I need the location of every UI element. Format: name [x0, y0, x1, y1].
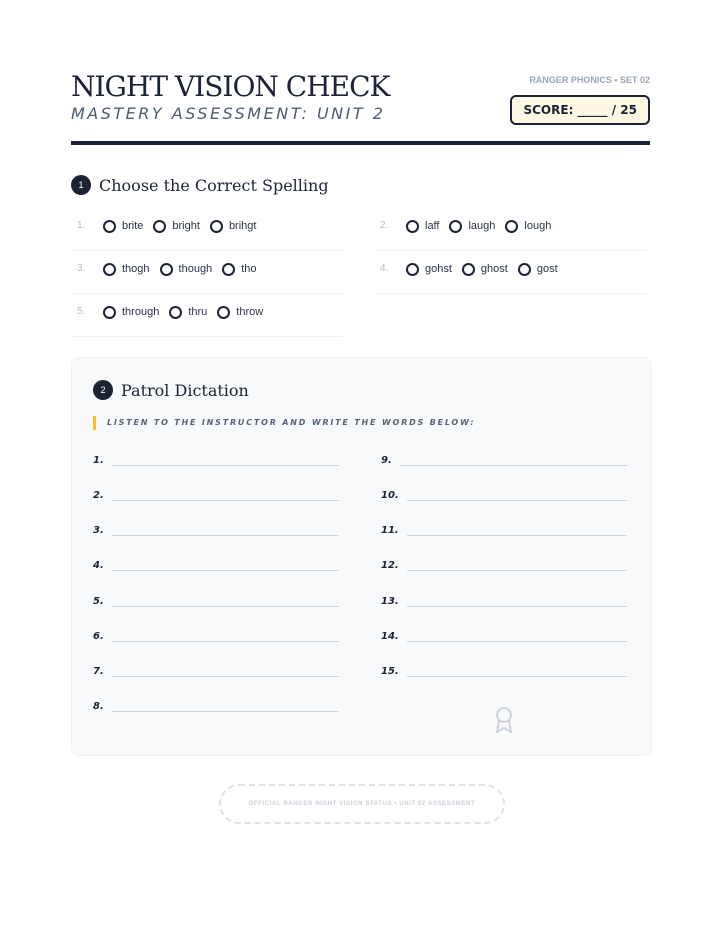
- option-label: thogh: [122, 263, 150, 275]
- dictation-line-14[interactable]: [381, 631, 627, 642]
- section-2-title: Patrol Dictation: [121, 380, 249, 400]
- dictation-line-4[interactable]: [93, 560, 339, 571]
- dictation-line-11[interactable]: [381, 525, 627, 536]
- dictation-line-15[interactable]: [381, 666, 627, 677]
- option-radio[interactable]: [406, 218, 439, 234]
- radio-circle-icon: [210, 220, 223, 233]
- write-line[interactable]: [112, 641, 339, 642]
- radio-circle-icon: [462, 263, 475, 276]
- section-2-header: [93, 380, 249, 400]
- dictation-line-5[interactable]: [93, 596, 339, 607]
- option-label: laff: [425, 220, 440, 232]
- dictation-line-10[interactable]: [381, 490, 627, 501]
- series-label: RANGER PHONICS • SET 02: [529, 75, 650, 85]
- radio-circle-icon: [103, 263, 116, 276]
- footer-stamp: OFFICIAL RANGER NIGHT VISION STATUS • UNIT 02 ASSESSMENT: [219, 784, 505, 824]
- option-label: gost: [536, 263, 558, 275]
- section-1-title: Choose the Correct Spelling: [99, 175, 329, 195]
- option-radio[interactable]: [217, 304, 263, 320]
- question-number: 3.: [77, 263, 86, 274]
- dictation-line-13[interactable]: [381, 596, 627, 607]
- option-radio[interactable]: [449, 218, 495, 234]
- question-number: 5.: [77, 306, 86, 317]
- radio-circle-icon: [103, 220, 116, 233]
- page-subtitle: MASTERY ASSESSMENT: UNIT 2: [71, 104, 386, 123]
- line-number: 8.: [93, 701, 104, 712]
- option-label: though: [178, 263, 213, 275]
- radio-circle-icon: [449, 220, 462, 233]
- option-radio[interactable]: [518, 261, 558, 277]
- option-label: through: [122, 306, 160, 318]
- radio-circle-icon: [406, 220, 419, 233]
- option-radio[interactable]: [406, 261, 452, 277]
- option-label: lough: [524, 220, 552, 232]
- write-line[interactable]: [112, 500, 339, 501]
- write-line[interactable]: [112, 465, 339, 466]
- option-label: brite: [122, 220, 144, 232]
- line-number: 4.: [93, 560, 104, 571]
- option-label: bright: [172, 220, 200, 232]
- dictation-line-3[interactable]: [93, 525, 339, 536]
- radio-circle-icon: [103, 306, 116, 319]
- dictation-line-6[interactable]: [93, 631, 339, 642]
- option-radio[interactable]: [103, 304, 159, 320]
- question-2: [374, 218, 646, 251]
- line-number: 10.: [381, 490, 399, 501]
- dictation-line-12[interactable]: [381, 560, 627, 571]
- option-label: brihgt: [228, 220, 257, 232]
- option-radio[interactable]: [103, 218, 143, 234]
- radio-circle-icon: [169, 306, 182, 319]
- line-number: 9.: [381, 455, 392, 466]
- write-line[interactable]: [407, 500, 627, 501]
- option-label: laugh: [468, 220, 496, 232]
- option-radio[interactable]: [153, 218, 200, 234]
- option-radio[interactable]: [222, 261, 256, 277]
- line-number: 3.: [93, 525, 104, 536]
- write-line[interactable]: [407, 570, 627, 571]
- radio-circle-icon: [518, 263, 531, 276]
- option-label: throw: [236, 306, 264, 318]
- dictation-line-2[interactable]: [93, 490, 339, 501]
- ribbon-award-icon: [494, 706, 514, 734]
- option-radio[interactable]: [103, 261, 150, 277]
- dictation-line-8[interactable]: [93, 701, 339, 712]
- section-1-number: 1: [71, 175, 91, 195]
- write-line[interactable]: [407, 676, 627, 677]
- line-number: 7.: [93, 666, 104, 677]
- write-line[interactable]: [407, 606, 627, 607]
- write-line[interactable]: [112, 535, 339, 536]
- radio-circle-icon: [160, 263, 173, 276]
- write-line[interactable]: [112, 606, 339, 607]
- dictation-line-9[interactable]: [381, 455, 628, 466]
- option-radio[interactable]: [462, 261, 508, 277]
- option-label: thru: [188, 306, 208, 318]
- write-line[interactable]: [407, 641, 627, 642]
- question-5: [71, 304, 343, 337]
- header-divider: [71, 141, 650, 145]
- line-number: 14.: [381, 631, 399, 642]
- radio-circle-icon: [406, 263, 419, 276]
- line-number: 11.: [381, 525, 399, 536]
- write-line[interactable]: [112, 570, 339, 571]
- question-1: [71, 218, 343, 251]
- question-number: 2.: [380, 220, 389, 231]
- question-4: [374, 261, 646, 294]
- option-label: gohst: [425, 263, 452, 275]
- option-radio[interactable]: [160, 261, 213, 277]
- line-number: 15.: [381, 666, 399, 677]
- section-2-number: 2: [93, 380, 113, 400]
- dictation-panel: [71, 357, 652, 756]
- line-number: 13.: [381, 596, 399, 607]
- write-line[interactable]: [112, 711, 339, 712]
- line-number: 1.: [93, 455, 104, 466]
- line-number: 6.: [93, 631, 104, 642]
- line-number: 5.: [93, 596, 104, 607]
- radio-circle-icon: [153, 220, 166, 233]
- score-box: SCORE: _____ / 25: [510, 95, 650, 125]
- write-line[interactable]: [400, 465, 628, 466]
- question-3: [71, 261, 343, 294]
- section-1-header: [71, 175, 329, 195]
- option-label: tho: [241, 263, 257, 275]
- line-number: 2.: [93, 490, 104, 501]
- radio-circle-icon: [217, 306, 230, 319]
- write-line[interactable]: [112, 676, 339, 677]
- dictation-line-1[interactable]: [93, 455, 339, 466]
- question-number: 1.: [77, 220, 86, 231]
- radio-circle-icon: [505, 220, 518, 233]
- option-label: ghost: [480, 263, 508, 275]
- line-number: 12.: [381, 560, 399, 571]
- dictation-line-7[interactable]: [93, 666, 339, 677]
- option-radio[interactable]: [505, 218, 551, 234]
- option-radio[interactable]: [169, 304, 207, 320]
- dictation-instruction: LISTEN TO THE INSTRUCTOR AND WRITE THE WORDS BELOW:: [93, 416, 475, 430]
- question-number: 4.: [380, 263, 389, 274]
- write-line[interactable]: [407, 535, 627, 536]
- page-title: NIGHT VISION CHECK: [71, 70, 390, 103]
- option-radio[interactable]: [210, 218, 257, 234]
- radio-circle-icon: [222, 263, 235, 276]
